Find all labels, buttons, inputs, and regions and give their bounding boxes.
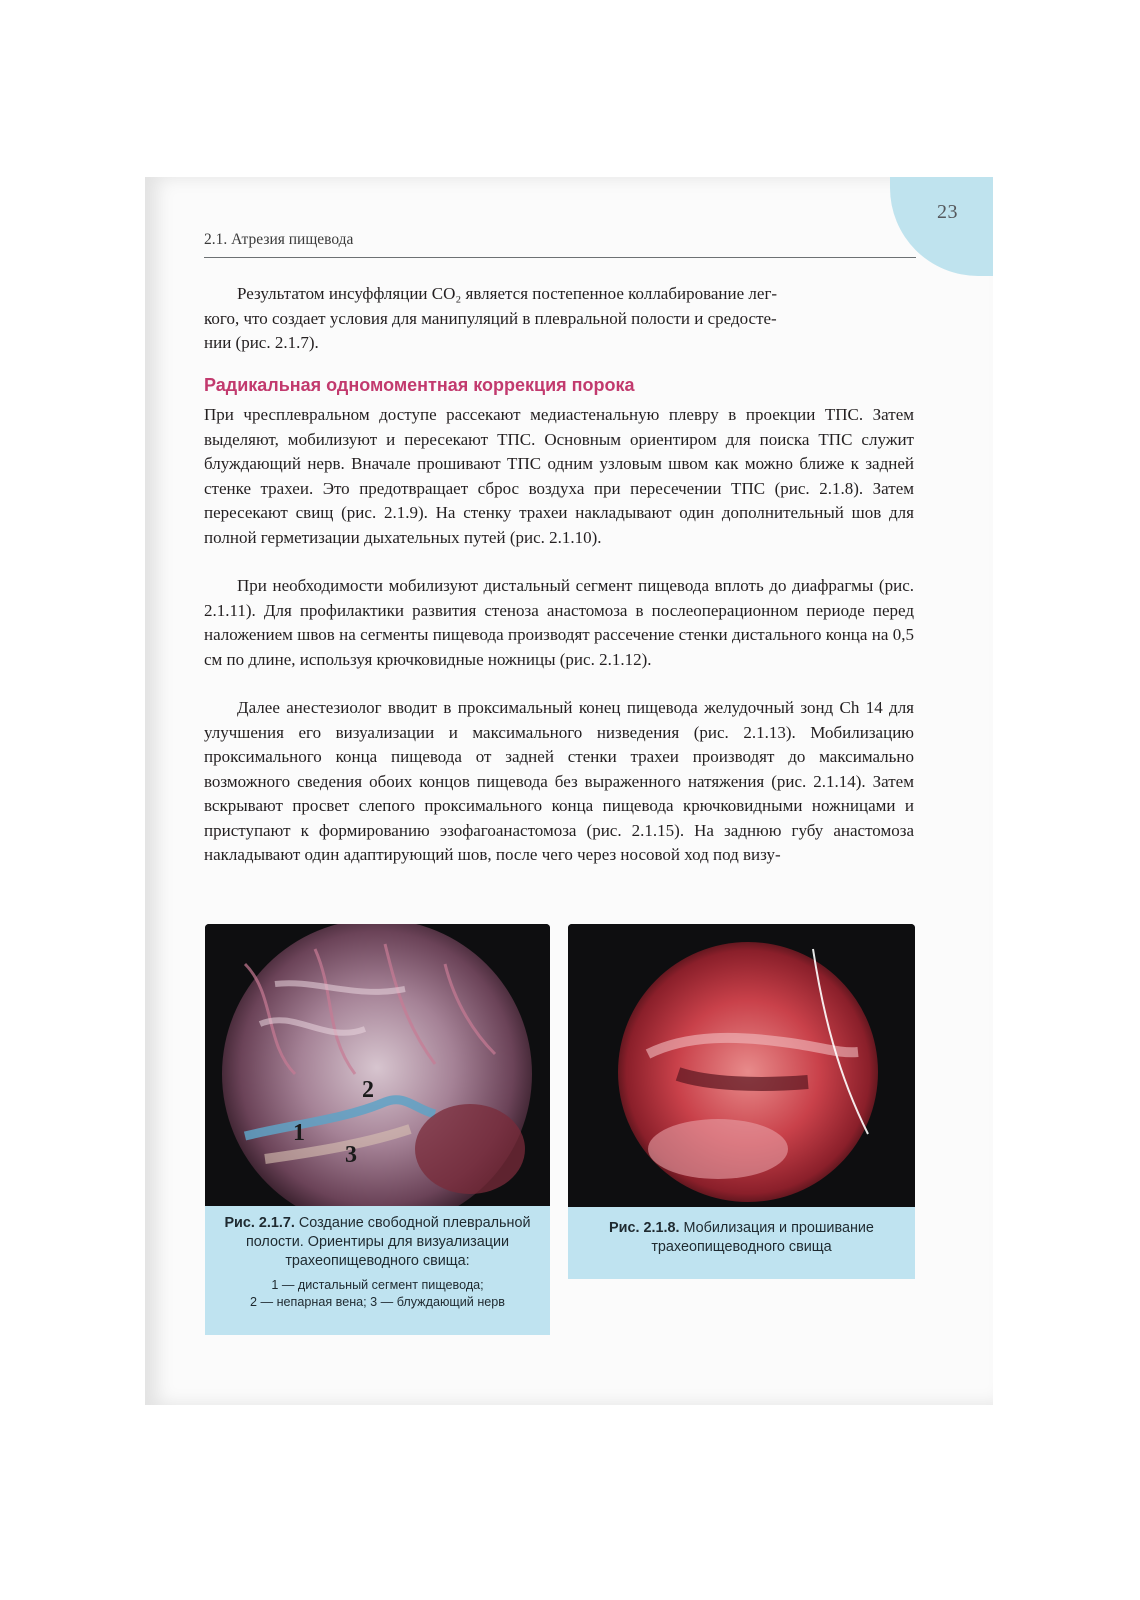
figure-2-1-7-caption [205,1206,550,1335]
figure-2-1-7-description: Создание свободной плевральной полости. Ориентиры для визуализации трахеопищеводного свища: [245,1215,531,1269]
marker-3: 3 [345,1142,357,1168]
marker-2: 2 [362,1077,374,1103]
paragraph-1-line-1: Результатом инсуффляции СО₂ является постепенное коллабирование лег- [237,284,778,303]
paragraph-1 [204,282,914,356]
figure-2-1-8-label: Рис. 2.1.8. [609,1220,680,1236]
paragraph-4: Далее анестезиолог вводит в проксимальный конец пищевода желудочный зонд Ch 14 для улучшения его визуализации и максимального низведения (рис. 2.1.13). Мобилизацию проксимального конца пищевода от задней стенки трахеи производят до максимально возможного сведения обоих концов пищевода без выраженного натяжения (рис. 2.1.14). Затем вскрывают просвет слепого проксимального конца пищевода крючковидными ножницами и приступают к формированию эзофагоанастомоза (рис. 2.1.15). На заднюю губу анастомоза накладывают один адаптирующий шов, после чего через носовой ход под визу- [204,698,914,864]
section-heading: Радикальная одномоментная коррекция порока [204,375,635,395]
figure-2-1-7-label: Рис. 2.1.7. [224,1215,295,1231]
pleural-cavity-image [205,924,550,1206]
page-number: 23 [937,201,958,223]
figure-2-1-7-legend-line-2: 2 — непарная вена; 3 — блуждающий нерв [249,1295,505,1309]
paragraph-1-line-3: нии (рис. 2.1.7). [204,333,319,352]
figure-2-1-8-description: Мобилизация и прошивание трахеопищеводного свища [651,1220,874,1255]
marker-1: 1 [293,1120,305,1146]
figure-2-1-8-caption [568,1207,915,1279]
paragraph-1-line-2: кого, что создает условия для манипуляций в плевральной полости и средосте- [204,308,777,328]
figure-2-1-7-caption-text [217,1214,538,1271]
figure-2-1-7-legend [217,1277,538,1311]
fistula-suturing-image [568,924,915,1207]
running-head: 2.1. Атрезия пищевода [204,231,354,248]
figure-2-1-8-caption-text [582,1219,901,1257]
figure-2-1-8-photo [568,924,915,1207]
figure-2-1-7-legend-line-1: 1 — дистальный сегмент пищевода; [271,1278,484,1292]
paragraph-3: При необходимости мобилизуют дистальный сегмент пищевода вплоть до диафрагмы (рис. 2.1.11). Для профилактики развития стеноза анастомоза в послеоперационном периоде перед наложением швов на сегменты пищевода производят рассечение стенки дистального конца на 0,5 см по длине, используя крючковидные ножницы (рис. 2.1.12). [204,576,914,669]
figure-2-1-7-photo [205,924,550,1206]
paragraph-2: При чресплевральном доступе рассекают медиастенальную плевру в проекции ТПС. Затем выделяют, мобилизуют и пересекают ТПС. Основным ориентиром для поиска ТПС служит блуждающий нерв. Вначале прошивают ТПС одним узловым швом как можно ближе к задней стенке трахеи. Это предотвращает сброс воздуха при пересечении ТПС (рис. 2.1.8). Затем пересекают свищ (рис. 2.1.9). На стенку трахеи накладывают один дополнительный шов для полной герметизации дыхательных путей (рис. 2.1.10). [204,405,914,547]
header-rule [204,257,916,258]
